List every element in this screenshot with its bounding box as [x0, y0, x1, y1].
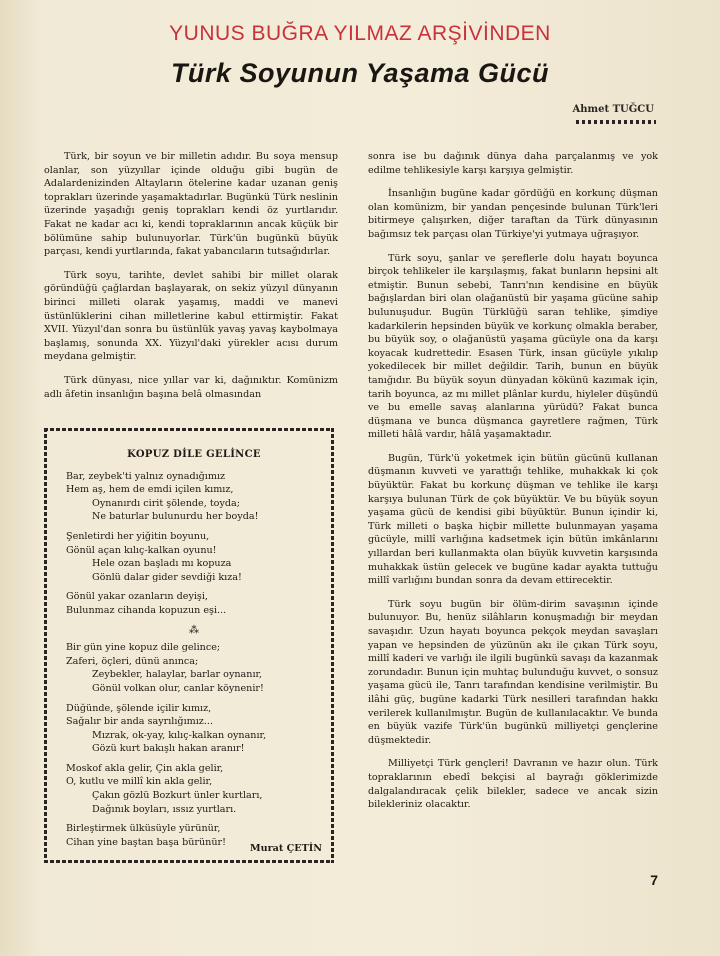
author-name: Ahmet TUĞCU — [572, 104, 654, 115]
poem-stanza — [66, 530, 322, 584]
poem-line: Gözü kurt bakışlı hakan aranır! — [92, 743, 245, 755]
poem-line: Oynanırdı cirit şölende, toyda; — [92, 497, 240, 509]
author-underline-ornament — [576, 120, 656, 124]
poem-line: Hele ozan başladı mı kopuza — [92, 558, 232, 570]
paragraph: Türk soyu, şanlar ve şereflerle dolu hayatı boyunca birçok tehlikeler ile karşılaşmış, fakat bunların hepsini alt etmiştir. Bunun sebebi, Tanrı'nın kendisine en büyük bağışlardan biri olan olağanüstü bir yaşama gücüne sahip bulunuşudur. Bugün Türklüğü saran tehlike, şimdiye kadarkilerin hepsinden büyük ve korkunç olmakla beraber, bu büyük soy, o olağanüstü yaşama gücüyle ona da karşı koyacak kudrettedir. Esasen Türk, insan gücüyle yıkılıp yokedilecek bir millet değildir. Tarih, bunun en büyük tanığıdır. Bu büyük soyun dünyadan kökünü kazımak için, tarih boyunca, az mı millet plânlar kurdu, hiyleler düşündü ve bu emelle savaş alanlarına yürüdü? Fakat bunca düşmana ve bunca düşmanca gayretlere rağmen, Türk milleti hâlâ vardır, hâlâ yaşamaktadır. — [368, 252, 658, 441]
poem-line: Bar, zeybek'ti yalnız oynadığımız — [66, 470, 226, 482]
poem-line: Mızrak, ok-yay, kılıç-kalkan oynanır, — [92, 729, 267, 741]
poem-line: Çakın gözlü Bozkurt ünler kurtları, — [92, 790, 263, 802]
poem-line: Düğünde, şölende içilir kımız, — [66, 702, 212, 714]
asterism-divider: ⁂ — [189, 624, 199, 636]
paragraph: İnsanlığın bugüne kadar gördüğü en korkunç düşman olan komünizm, bir yandan pençesinde bulunan Türk'leri bitirmeye çalışırken, diğer taraftan da Türk dünyasının bağımsız tek parçası olan Türkiye'yi yutmaya uğraşıyor. — [368, 188, 658, 240]
poem-line: Ne baturlar bulunurdu her boyda! — [92, 511, 259, 523]
poem-line: Gönül yakar ozanların deyişi, — [66, 591, 208, 603]
poem-line: Cihan yine baştan başa bürünür! — [66, 836, 226, 848]
poem-stanza — [66, 762, 322, 816]
poem-line: Hem aş, hem de emdi içilen kımız, — [66, 484, 234, 496]
article-title: Türk Soyunun Yaşama Gücü — [170, 58, 550, 88]
poem-border-right — [331, 428, 334, 863]
archive-heading: YUNUS BUĞRA YILMAZ ARŞİVİNDEN — [169, 22, 551, 45]
page-number: 7 — [650, 872, 658, 888]
poem-line: Gönül açan kılıç-kalkan oyunu! — [66, 544, 217, 556]
paragraph: Türk soyu, tarihte, devlet sahibi bir millet olarak göründüğü çağlardan başlayarak, on sekiz yüzyıl dünyanın birinci milleti olarak yaşamış, maddi ve manevi üstünlüklerini cihan milletlerine kabul ettirmiştir. Fakat XVII. Yüzyıl'dan sonra bu üstünlük yavaş yavaş kaybolmaya başlamış, sonunda XX. Yüzyıl'daki yürekler acısı durum meydana gelmiştir. — [44, 269, 338, 363]
paragraph: Türk dünyası, nice yıllar var ki, dağınıktır. Komünizm adlı âfetin insanlığın başına belâ olmasından — [44, 374, 338, 400]
paragraph: Türk soyu bugün bir ölüm-dirim savaşının içinde bulunuyor. Bu, henüz silâhların konuşmadığı bir meydan savaşıdır. Uzun hayatı boyunca pekçok meydan savaşları yapan ve hepsinden de yüzünün akı ile çıkan Türk soyu, millî kaderi ve varlığı ile ilgili bugünkü savaşı da kazanmak zorundadır. Bunun için muhtaç bulunduğu kuvvet, o sonsuz yaşama gücü ile, Tanrı tarafından kendisine verilmiştir. Bu ilâhi güç, bugüne kadarki Türk nesilleri tarafından hakkı verilerek kullanılmıştır. Bugün de kullanılacaktır. Ve bunda en büyük vazife Türk'ün bugünkü milliyetçi gençlerine düşmektedir. — [368, 598, 658, 746]
paragraph: Bugün, Türk'ü yoketmek için bütün gücünü kullanan düşmanın kuvveti ve yarattığı tehlike, muhakkak ki çok büyüktür. Fakat bu korkunç düşman ve tehlike ile karşı karşıya bulunan Türk de çok büyüktür. Ve bu büyük soyun yaşama gücü de kendisi gibi büyüktür. Bunun içindir ki, Türk milleti o başka hiçbir millette bulunmayan yaşama gücüyle, millî varlığına kadsetmek için bütün imkânlarını yıllardan beri kullanmakta olan büyük kuvvetin karşısında muhakkak üstün gelecek ve bugüne kadar ayakta tuttuğu millî varlığını bundan sonra da devam ettirecektir. — [368, 452, 658, 587]
paragraph: Milliyetçi Türk gençleri! Davranın ve hazır olun. Türk topraklarının ebedî bekçisi al bayrağı göklerimizde dalgalandıracak çelik bilekler, sadece ve ancak sizin bilekleriniz olacaktır. — [368, 758, 658, 811]
poem-line: Moskof akla gelir, Çin akla gelir, — [66, 762, 224, 774]
poem-line: Bir gün yine kopuz dile gelince; — [66, 642, 221, 654]
poem-stanza — [66, 590, 322, 617]
right-column — [368, 150, 658, 822]
poem-line: Şenletirdi her yiğitin boyunu, — [66, 530, 210, 542]
poem-border-bottom — [44, 860, 334, 863]
poem-line: Zaferi, öçleri, dünü anınca; — [66, 655, 199, 667]
poem-line: Birleştirmek ülküsüyle yürünür, — [66, 823, 221, 835]
poem-line: Sağalır bir anda sayrılığımız... — [66, 716, 214, 728]
poem-line: Gönül volkan olur, canlar köynenir! — [92, 682, 264, 694]
poem-line: Bulunmaz cihanda kopuzun eşi... — [66, 604, 227, 616]
poem-border-left — [44, 428, 47, 863]
poem-line: Zeybekler, halaylar, barlar oynanır, — [92, 669, 263, 681]
poem-line: O, kutlu ve millî kin akla gelir, — [66, 776, 213, 788]
poem-stanza — [66, 702, 322, 756]
poem-stanza — [66, 470, 322, 524]
paragraph: Türk, bir soyun ve bir milletin adıdır. Bu soya mensup olanlar, son yüzyıllar içinde olduğu gibi bugün de Adalardenizinden Altayların ötelerine kadar uzanan geniş toprakları üzerinde yaşamaktadırlar. Bugünkü Türk neslinin üzerinde yaşadığı geniş toprakları kendi öz yurtlarıdır. Fakat ne kadar acı ki, kendi topraklarının ancak küçük bir bölümüne sahip bulunuyorlar. Türk'ün bugünkü büyük parçası, kendi yurtlarında, fakat yabancıların tutsağıdırlar. — [44, 151, 338, 258]
poem-border-top — [44, 428, 334, 431]
poem-stanza — [66, 641, 322, 695]
paragraph: sonra ise bu dağınık dünya daha parçalanmış ve yok edilme tehlikesiyle karşı karşıya gelmiştir. — [368, 151, 658, 176]
left-column — [44, 150, 338, 411]
poem-line: Dağınık boyları, ıssız yurtları. — [92, 803, 237, 815]
poem-box — [66, 448, 322, 856]
poet-name: Murat ÇETİN — [250, 843, 322, 855]
poem-line: Gönlü dalar gider sevdiği kıza! — [92, 571, 242, 583]
poem-title: KOPUZ DİLE GELİNCE — [127, 449, 261, 460]
